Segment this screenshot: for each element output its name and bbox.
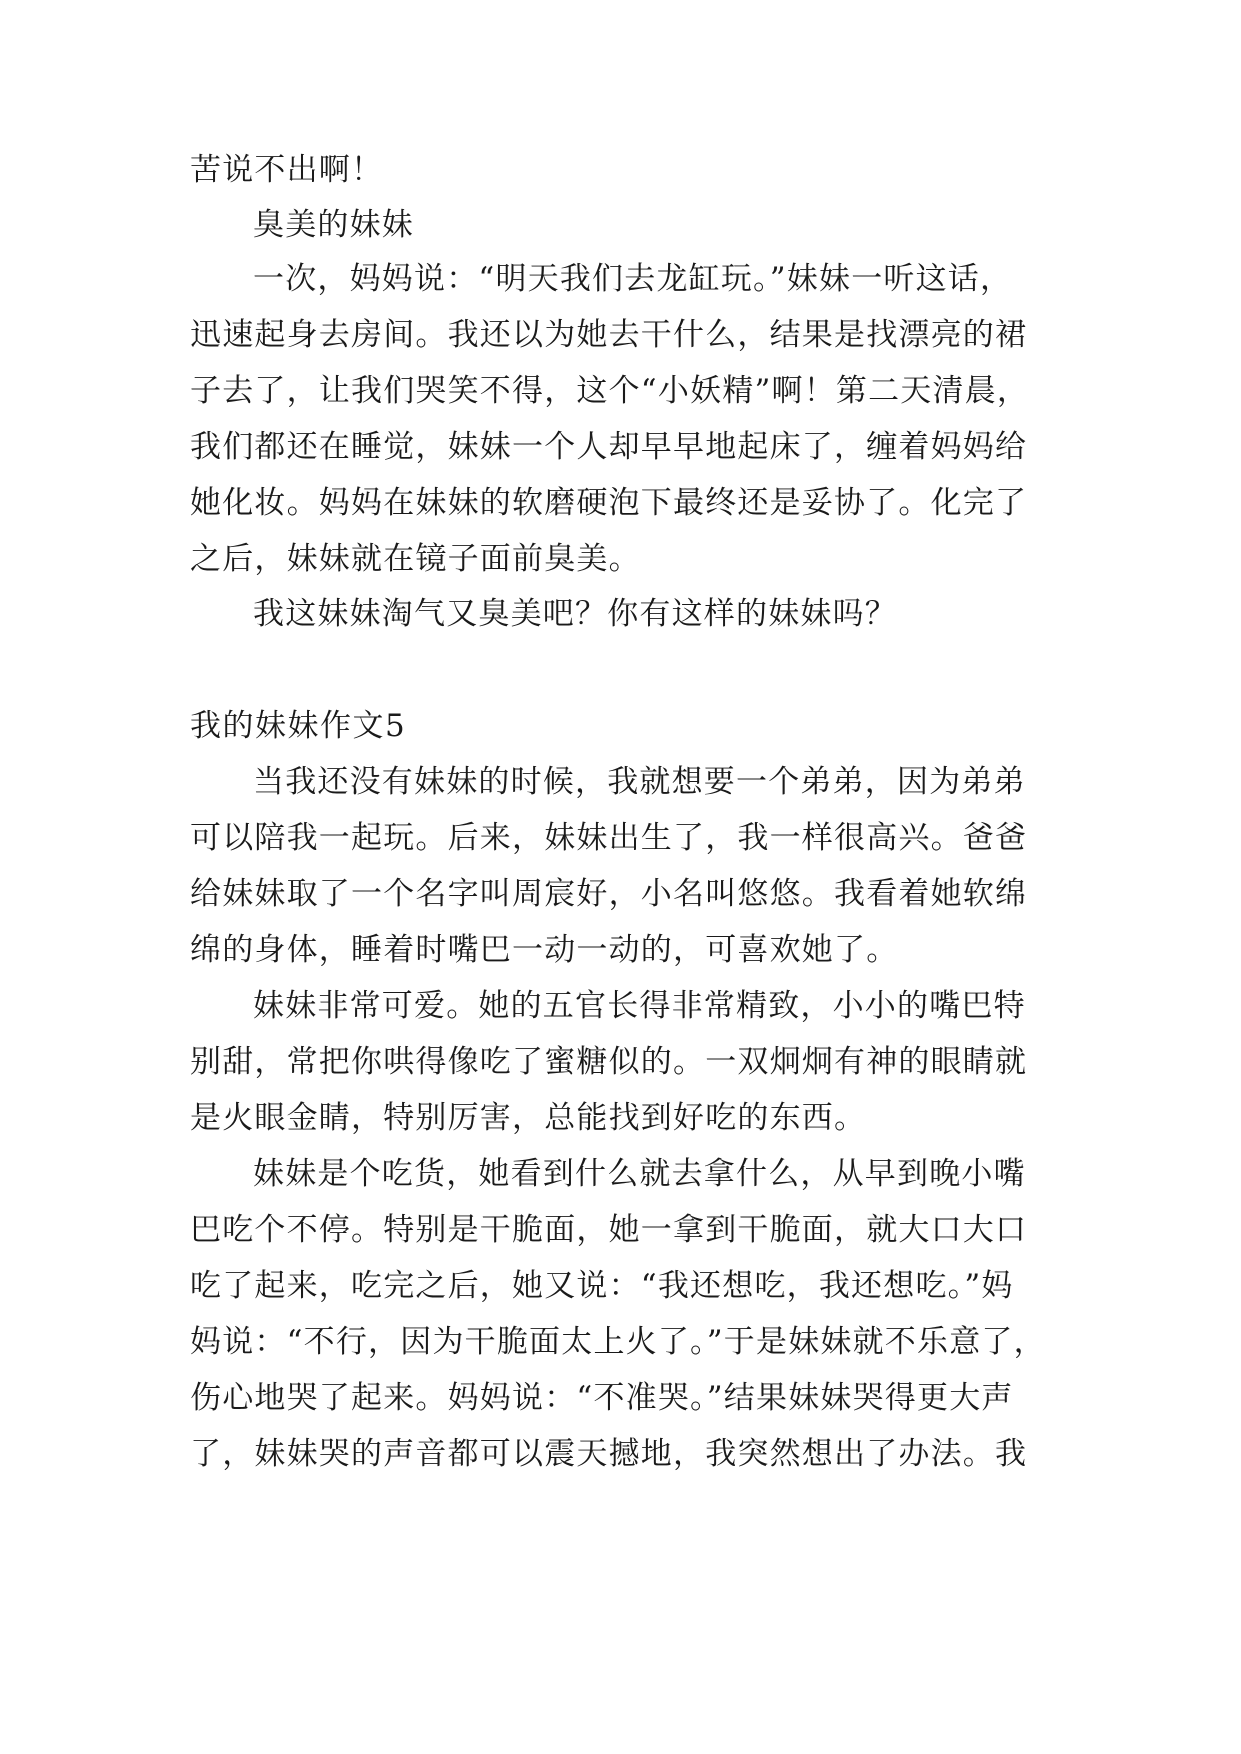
text-line: 妹妹是个吃货，她看到什么就去拿什么，从早到晚小嘴 — [253, 1156, 1026, 1192]
text-line: 当我还没有妹妹的时候，我就想要一个弟弟，因为弟弟 — [253, 764, 1026, 800]
text-line: 伤心地哭了起来。妈妈说：“不准哭。”结果妹妹哭得更大声 — [190, 1380, 1014, 1416]
text-line: 子去了，让我们哭笑不得，这个“小妖精”啊！第二天清晨， — [190, 373, 1030, 409]
text-line: 吃了起来，吃完之后，她又说：“我还想吃，我还想吃。”妈 — [190, 1268, 1014, 1304]
text-line: 给妹妹取了一个名字叫周宸好，小名叫悠悠。我看着她软绵 — [190, 876, 1028, 912]
text-line: 妹妹非常可爱。她的五官长得非常精致，小小的嘴巴特 — [253, 988, 1026, 1024]
text-line: 是火眼金睛，特别厉害，总能找到好吃的东西。 — [190, 1100, 867, 1136]
text-line: 绵的身体，睡着时嘴巴一动一动的，可喜欢她了。 — [190, 932, 899, 968]
text-line: 迅速起身去房间。我还以为她去干什么，结果是找漂亮的裙 — [190, 317, 1028, 353]
text-line: 了，妹妹哭的声音都可以震天撼地，我突然想出了办法。我 — [190, 1436, 1028, 1472]
text-line: 我这妹妹淘气又臭美吧？你有这样的妹妹吗？ — [253, 596, 897, 632]
essay-title: 我的妹妹作文5 — [190, 708, 407, 744]
text-line: 可以陪我一起玩。后来，妹妹出生了，我一样很高兴。爸爸 — [190, 820, 1028, 856]
text-line: 巴吃个不停。特别是干脆面，她一拿到干脆面，就大口大口 — [190, 1212, 1028, 1248]
text-line: 之后，妹妹就在镜子面前臭美。 — [190, 541, 641, 577]
text-line: 别甜，常把你哄得像吃了蜜糖似的。一双炯炯有神的眼睛就 — [190, 1044, 1028, 1080]
text-line: 她化妆。妈妈在妹妹的软磨硬泡下最终还是妥协了。化完了 — [190, 485, 1028, 521]
section-heading: 臭美的妹妹 — [253, 207, 414, 243]
text-line: 苦说不出啊！ — [190, 152, 384, 188]
text-line: 妈说：“不行，因为干脆面太上火了。”于是妹妹就不乐意了， — [190, 1324, 1046, 1360]
text-line: 一次，妈妈说：“明天我们去龙缸玩。”妹妹一听这话， — [253, 261, 1013, 297]
text-line: 我们都还在睡觉，妹妹一个人却早早地起床了，缠着妈妈给 — [190, 429, 1028, 465]
